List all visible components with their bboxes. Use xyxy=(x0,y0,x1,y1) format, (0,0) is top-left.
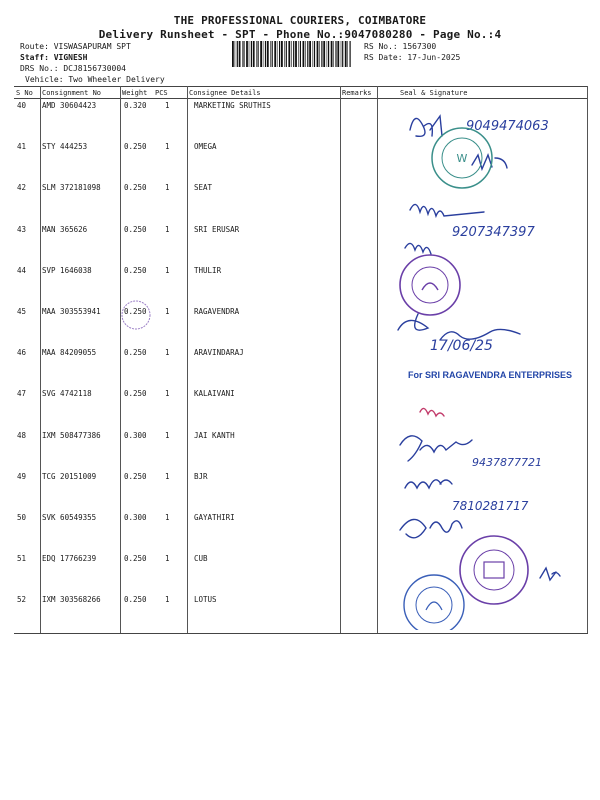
signature-row-50 xyxy=(400,519,462,537)
header-bottom-border xyxy=(14,98,588,99)
row-50-pcs: 1 xyxy=(165,513,170,522)
vehicle-label: Vehicle: Two Wheeler Delivery xyxy=(25,75,165,84)
signature-area xyxy=(380,100,586,630)
row-48-weight: 0.300 xyxy=(124,430,147,440)
col-header-remarks: Remarks xyxy=(342,89,372,97)
enterprise-seal-label: For SRI RAGAVENDRA ENTERPRISES xyxy=(408,370,573,380)
row-47-pcs: 1 xyxy=(165,389,170,399)
cub-seal-stamp xyxy=(460,536,528,604)
row-42-sno: 42 xyxy=(17,183,27,193)
signature-row-43 xyxy=(405,243,431,254)
row-49-pcs: 1 xyxy=(165,471,170,481)
row-46-pcs: 1 xyxy=(165,348,170,358)
row-42-weight: 0.250 xyxy=(124,183,147,193)
handwritten-phone-4: 7810281717 xyxy=(452,499,529,513)
row-41-weight: 0.250 xyxy=(124,142,147,152)
col-divider-1 xyxy=(40,86,41,633)
handwritten-phone-1: 9049474063 xyxy=(466,119,549,134)
signature-row-41 xyxy=(472,155,507,169)
row-45-consignment: MAA 303553941 xyxy=(42,307,101,316)
row-52-sno: 52 xyxy=(17,595,27,605)
row-49-consignee: BJR xyxy=(194,471,208,481)
row-46-sno: 46 xyxy=(17,348,27,358)
row-42-consignee: SEAT xyxy=(194,183,213,193)
row-44-consignee: THULIR xyxy=(194,265,222,275)
row-48-consignee: JAI KANTH xyxy=(194,430,235,440)
row-45-pcs: 1 xyxy=(165,307,170,316)
omega-seal-stamp xyxy=(432,128,492,188)
row-47-sno: 47 xyxy=(17,389,27,399)
barcode xyxy=(232,41,352,67)
row-51-sno: 51 xyxy=(17,554,27,564)
row-47-consignment: SVG 4742118 xyxy=(42,389,92,399)
row-40-consignee: MARKETING SRUTHIS xyxy=(194,101,271,110)
col-header-pcs: PCS xyxy=(155,89,168,97)
row-44-pcs: 1 xyxy=(165,265,170,275)
drs-label: DRS No.: DCJ8156730004 xyxy=(20,64,126,73)
row-41-pcs: 1 xyxy=(165,142,170,152)
row-48-sno: 48 xyxy=(17,430,27,440)
row-46-weight: 0.250 xyxy=(124,348,147,358)
row-52-pcs: 1 xyxy=(165,595,170,605)
col-divider-6 xyxy=(587,86,588,633)
signature-row-40 xyxy=(410,116,442,136)
row-47-weight: 0.250 xyxy=(124,389,147,399)
col-header-signature: Seal & Signature xyxy=(400,89,468,97)
row-47-consignee: KALAIVANI xyxy=(194,389,235,399)
col-header-sno: S No xyxy=(16,89,33,97)
lotus-seal-stamp xyxy=(404,575,464,630)
row-43-pcs: 1 xyxy=(165,224,170,234)
thulir-seal-stamp xyxy=(400,255,460,315)
svg-text:W: W xyxy=(456,152,468,165)
runsheet-subtitle: Delivery Runsheet - SPT - Phone No.:9047080280 - Page No.:4 xyxy=(98,28,502,41)
row-50-sno: 50 xyxy=(17,513,27,522)
col-divider-3 xyxy=(187,86,188,633)
signature-row-49 xyxy=(405,480,452,488)
row-50-consignment: SVK 60549355 xyxy=(42,513,97,522)
col-header-consignee: Consignee Details xyxy=(189,89,261,97)
row-40-pcs: 1 xyxy=(165,101,170,110)
row-48-pcs: 1 xyxy=(165,430,170,440)
route-label: Route: VISWASAPURAM SPT xyxy=(20,42,131,51)
row-49-weight: 0.250 xyxy=(124,471,147,481)
row-43-sno: 43 xyxy=(17,224,27,234)
col-divider-2 xyxy=(120,86,121,633)
row-41-sno: 41 xyxy=(17,142,27,152)
handwritten-phone-2: 9207347397 xyxy=(452,225,535,240)
row-49-sno: 49 xyxy=(17,471,27,481)
row-44-consignment: SVP 1646038 xyxy=(42,265,92,275)
row-52-consignment: IXM 303568266 xyxy=(42,595,101,605)
row-51-consignment: EDQ 17766239 xyxy=(42,554,97,564)
handwritten-date: 17/06/25 xyxy=(430,338,493,354)
table-bottom-border xyxy=(14,633,588,634)
signature-row-47 xyxy=(420,408,444,416)
row-50-consignee: GAYATHIRI xyxy=(194,513,235,522)
row-52-weight: 0.250 xyxy=(124,595,147,605)
row-44-sno: 44 xyxy=(17,265,27,275)
handwritten-phone-3: 9437877721 xyxy=(472,456,542,469)
row-51-consignee: CUB xyxy=(194,554,208,564)
row-41-consignee: OMEGA xyxy=(194,142,217,152)
row-49-consignment: TCG 20151009 xyxy=(42,471,97,481)
row-52-consignee: LOTUS xyxy=(194,595,217,605)
signature-row-45 xyxy=(398,314,520,340)
row-42-pcs: 1 xyxy=(165,183,170,193)
row-46-consignment: MAA 84209055 xyxy=(42,348,97,358)
col-divider-4 xyxy=(340,86,341,633)
staff-label: Staff: VIGNESH xyxy=(20,53,88,62)
row-40-weight: 0.320 xyxy=(124,101,147,110)
row-45-consignee: RAGAVENDRA xyxy=(194,307,240,316)
row-40-sno: 40 xyxy=(17,101,27,110)
col-header-weight: Weight xyxy=(122,89,148,97)
row-43-consignment: MAN 365626 xyxy=(42,224,88,234)
row-51-weight: 0.250 xyxy=(124,554,147,564)
row-44-weight: 0.250 xyxy=(124,265,147,275)
row-43-consignee: SRI ERUSAR xyxy=(194,224,240,234)
company-title: THE PROFESSIONAL COURIERS, COIMBATORE xyxy=(173,14,427,27)
row-50-weight: 0.300 xyxy=(124,513,147,522)
signature-row-51 xyxy=(540,568,560,580)
table-top-border xyxy=(14,86,588,87)
signature-row-48 xyxy=(400,436,472,461)
row-45-weight: 0.250 xyxy=(124,307,147,316)
rs-date: RS Date: 17-Jun-2025 xyxy=(364,53,461,62)
signature-row-42 xyxy=(410,204,484,216)
rs-number: RS No.: 1567300 xyxy=(364,42,437,51)
row-51-pcs: 1 xyxy=(165,554,170,564)
col-header-consignment: Consignment No xyxy=(42,89,102,97)
row-40-consignment: AMD 30604423 xyxy=(42,101,97,110)
row-41-consignment: STY 444253 xyxy=(42,142,88,152)
row-48-consignment: IXM 508477386 xyxy=(42,430,101,440)
row-45-faint-stamp xyxy=(116,298,156,332)
col-divider-5 xyxy=(377,86,378,633)
row-42-consignment: SLM 372181098 xyxy=(42,183,101,193)
row-45-sno: 45 xyxy=(17,307,27,316)
row-46-consignee: ARAVINDARAJ xyxy=(194,348,244,358)
row-43-weight: 0.250 xyxy=(124,224,147,234)
